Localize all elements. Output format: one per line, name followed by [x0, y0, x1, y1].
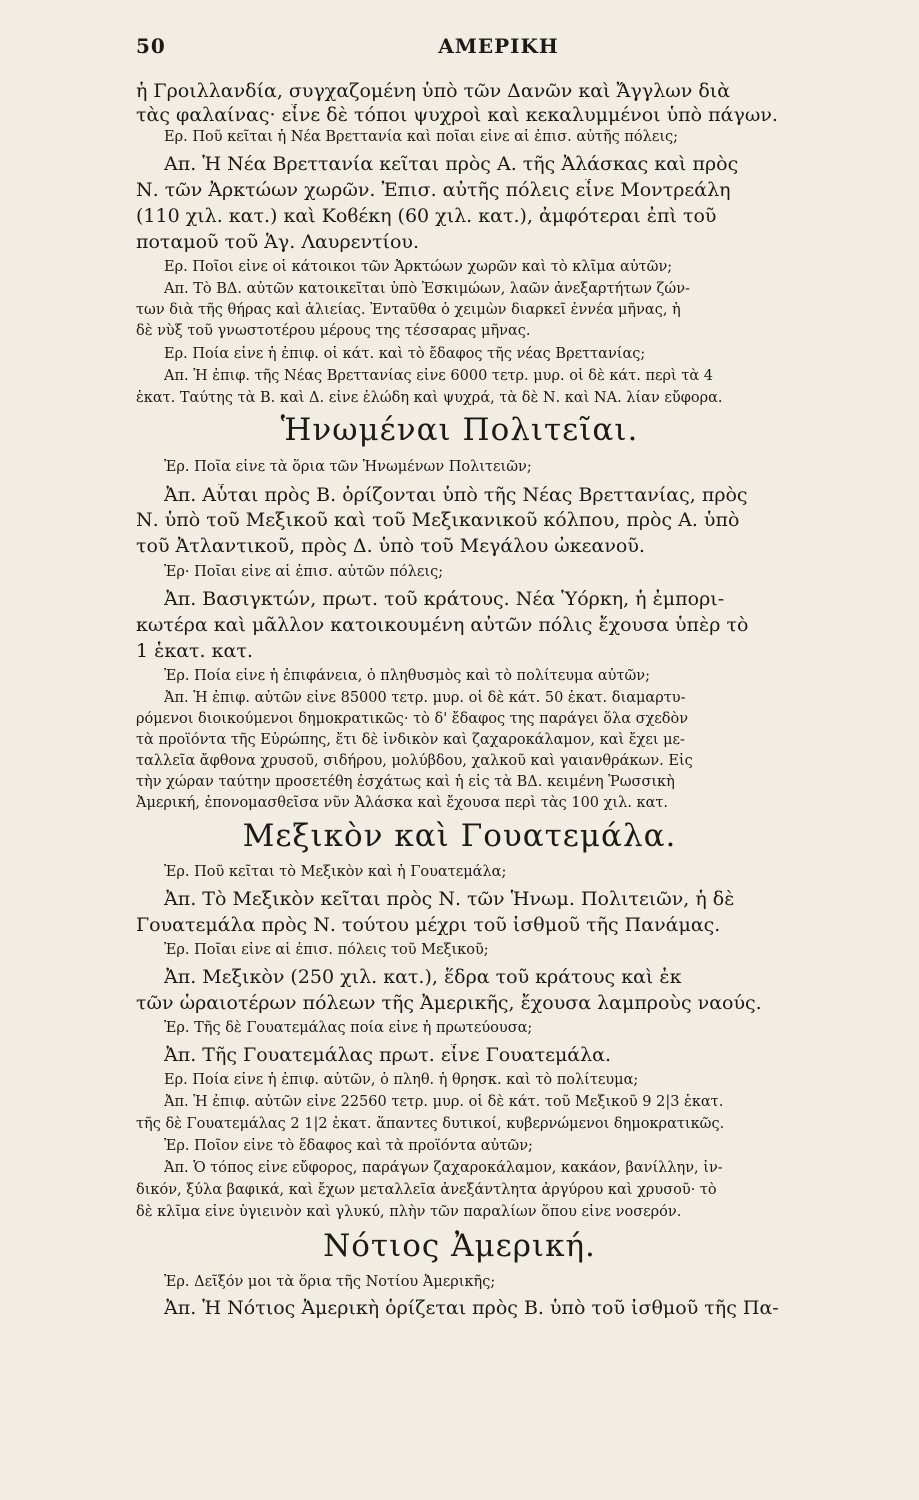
text-line: τῆς δὲ Γουατεμάλας 2 1|2 ἑκατ. ἅπαντες δυτικοί, κυβερνώμενοι δημοκρατικῶς. — [136, 1116, 725, 1132]
text-line: Ἐρ. Ποῖα εἶνε τὰ ὅρια τῶν Ἡνωμένων Πολιτειῶν; — [164, 459, 532, 475]
text-line: Ἐρ. Δεῖξόν μοι τὰ ὅρια τῆς Νοτίου Ἀμερικῆς; — [164, 1274, 496, 1290]
text-line: Ἐρ. Τῆς δὲ Γουατεμάλας ποία εἶνε ἡ πρωτεύουσα; — [164, 1020, 533, 1036]
text-line: Ἐρ. Ποία εἶνε ἡ ἐπιφάνεια, ὁ πληθυσμὸς καὶ τὸ πολίτευμα αὐτῶν; — [164, 668, 651, 684]
text-line: των διὰ τῆς θήρας καὶ ἁλιείας. Ἐνταῦθα ὁ χειμὼν διαρκεῖ ἐννέα μῆνας, ἡ — [136, 302, 681, 318]
page-number: 50 — [136, 34, 166, 58]
text-line: Ἀπ. Ἡ Νότιος Ἀμερικὴ ὁρίζεται πρὸς Β. ὑπὸ τοῦ ἰσθμοῦ τῆς Πα- — [164, 1297, 779, 1319]
text-line: ποταμοῦ τοῦ Ἁγ. Λαυρεντίου. — [136, 231, 419, 253]
text-line: δικόν, ξύλα βαφικά, καὶ ἔχων μεταλλεῖα ἀνεξάντλητα ἀργύρου καὶ χρυσοῦ· τὸ — [136, 1182, 717, 1198]
section-heading: Μεξικὸν καὶ Γουατεμάλα. — [242, 818, 677, 854]
running-title: ΑΜΕΡΙΚΗ — [438, 34, 559, 58]
text-line: ρόμενοι διοικούμενοι δημοκρατικῶς· τὸ δ' ἔδαφος της παράγει ὅλα σχεδὸν — [136, 711, 689, 727]
text-line: Ἀπ. Ἡ ἐπιφ. αὐτῶν εἶνε 85000 τετρ. μυρ. οἱ δὲ κάτ. 50 ἑκατ. διαμαρτυ- — [164, 690, 686, 706]
text-line: Ἀπ. Τὸ Μεξικὸν κεῖται πρὸς Ν. τῶν Ἡνωμ. Πολιτειῶν, ἡ δὲ — [164, 888, 735, 910]
running-header — [136, 34, 861, 62]
text-line: ταλλεῖα ἄφθονα χρυσοῦ, σιδήρου, μολύβδου, χαλκοῦ καὶ γαιανθράκων. Εἰς — [136, 753, 693, 769]
text-line: ἑκατ. Ταύτης τὰ Β. καὶ Δ. εἶνε ἑλώδη καὶ ψυχρά, τὰ δὲ Ν. καὶ ΝΑ. λίαν εὔφορα. — [136, 390, 723, 406]
text-line: Ἀπ. Μεξικὸν (250 χιλ. κατ.), ἕδρα τοῦ κράτους καὶ ἐκ — [164, 966, 682, 988]
text-line: τὴν χώραν ταύτην προσετέθη ἐσχάτως καὶ ἡ εἰς τὰ ΒΔ. κειμένη Ῥωσσικὴ — [136, 774, 675, 790]
text-line: Ερ. Ποία εἶνε ἡ ἐπιφ. αὐτῶν, ὁ πληθ. ἡ θρησκ. καὶ τὸ πολίτευμα; — [164, 1072, 639, 1088]
text-line: Ν. ὑπὸ τοῦ Μεξικοῦ καὶ τοῦ Μεξικανικοῦ κόλπου, πρὸς Α. ὑπὸ — [136, 509, 740, 531]
text-line: Ἀπ. Ὁ τόπος εἶνε εὔφορος, παράγων ζαχαροκάλαμον, κακάον, βανίλλην, ἰν- — [164, 1160, 723, 1176]
text-line: Ερ. Ποία εἶνε ἡ ἐπιφ. οἱ κάτ. καὶ τὸ ἔδαφος τῆς νέας Βρεττανίας; — [164, 346, 646, 362]
text-line: Ἐρ· Ποῖαι εἶνε αἱ ἐπισ. αὐτῶν πόλεις; — [164, 564, 444, 580]
text-line: Απ. Τὸ ΒΔ. αὐτῶν κατοικεῖται ὑπὸ Ἐσκιμώων, λαῶν ἀνεξαρτήτων ζών- — [164, 281, 690, 297]
text-line: Απ. Ἡ ἐπιφ. τῆς Νέας Βρεττανίας εἶνε 6000 τετρ. μυρ. οἱ δὲ κάτ. περὶ τὰ 4 — [164, 368, 713, 384]
text-line: Ἀμερική, ἐπονομασθεῖσα νῦν Ἀλάσκα καὶ ἔχουσα περὶ τὰς 100 χιλ. κατ. — [136, 795, 668, 811]
text-line: Ερ. Ποῦ κεῖται ἡ Νέα Βρεττανία καὶ ποῖαι εἶνε αἱ ἐπισ. αὐτῆς πόλεις; — [164, 129, 679, 145]
text-line: 1 ἑκατ. κατ. — [136, 640, 253, 662]
text-line: (110 χιλ. κατ.) καὶ Κοϐέκη (60 χιλ. κατ.), ἀμφότεραι ἐπὶ τοῦ — [136, 205, 717, 227]
text-line: κωτέρα καὶ μᾶλλον κατοικουμένη αὐτῶν πόλις ἔχουσα ὑπὲρ τὸ — [136, 614, 749, 636]
text-line: Ἐρ. Ποῦ κεῖται τὸ Μεξικὸν καὶ ἡ Γουατεμάλα; — [164, 864, 507, 880]
text-line: Ἀπ. Αὗται πρὸς Β. ὁρίζονται ὑπὸ τῆς Νέας Βρεττανίας, πρὸς — [164, 484, 748, 506]
text-line: Ερ. Ποῖοι εἶνε οἱ κάτοικοι τῶν Ἀρκτώων χωρῶν καὶ τὸ κλῖμα αὐτῶν; — [164, 259, 673, 275]
text-line: Ἀπ. Βασιγκτών, πρωτ. τοῦ κράτους. Νέα Ὑόρκη, ἡ ἐμπορι- — [164, 588, 725, 610]
text-line: τὰ προϊόντα τῆς Εὐρώπης, ἔτι δὲ ἰνδικὸν καὶ ζαχαροκάλαμον, καὶ ἔχει με- — [136, 732, 685, 748]
text-line: τῶν ὡραιοτέρων πόλεων τῆς Ἀμερικῆς, ἔχουσα λαμπροὺς ναούς. — [136, 992, 762, 1014]
text-line: Ἀπ. Ἡ ἐπιφ. αὐτῶν εἶνε 22560 τετρ. μυρ. οἱ δὲ κάτ. τοῦ Μεξικοῦ 9 2|3 ἑκατ. — [164, 1094, 724, 1110]
text-line: Γουατεμάλα πρὸς Ν. τούτου μέχρι τοῦ ἰσθμοῦ τῆς Πανάμας. — [136, 914, 721, 936]
section-heading: Νότιος Ἀμερική. — [323, 1228, 596, 1264]
text-line: Ἐρ. Ποῖον εἶνε τὸ ἔδαφος καὶ τὰ προϊόντα αὐτῶν; — [164, 1138, 533, 1154]
text-line: τοῦ Ἀτλαντικοῦ, πρὸς Δ. ὑπὸ τοῦ Μεγάλου ὠκεανοῦ. — [136, 535, 645, 557]
section-heading: Ἡνωμέναι Πολιτεῖαι. — [280, 412, 639, 448]
text-line: Ἐρ. Ποῖαι εἶνε αἱ ἐπισ. πόλεις τοῦ Μεξικοῦ; — [164, 942, 489, 958]
text-line: Απ. Ἡ Νέα Βρεττανία κεῖται πρὸς Α. τῆς Ἀλάσκας καὶ πρὸς — [164, 153, 739, 175]
text-line: δὲ κλῖμα εἶνε ὑγιεινὸν καὶ γλυκύ, πλὴν τῶν παραλίων ὅπου εἶνε νοσερόν. — [136, 1204, 682, 1220]
text-line: δὲ νὺξ τοῦ γνωστοτέρου μέρους της τέσσαρας μῆνας. — [136, 323, 531, 339]
text-line: ἡ Γροιλλανδία, συγχαζομένη ὑπὸ τῶν Δανῶν καὶ Ἄγγλων διὰ — [136, 80, 731, 102]
text-line: Ν. τῶν Ἀρκτώων χωρῶν. Ἐπισ. αὐτῆς πόλεις εἶνε Μοντρεάλη — [136, 179, 731, 201]
text-line: Ἀπ. Τῆς Γουατεμάλας πρωτ. εἶνε Γουατεμάλα. — [164, 1044, 612, 1066]
text-line: τὰς φαλαίνας· εἶνε δὲ τόποι ψυχροὶ καὶ κεκαλυμμένοι ὑπὸ πάγων. — [136, 104, 778, 126]
